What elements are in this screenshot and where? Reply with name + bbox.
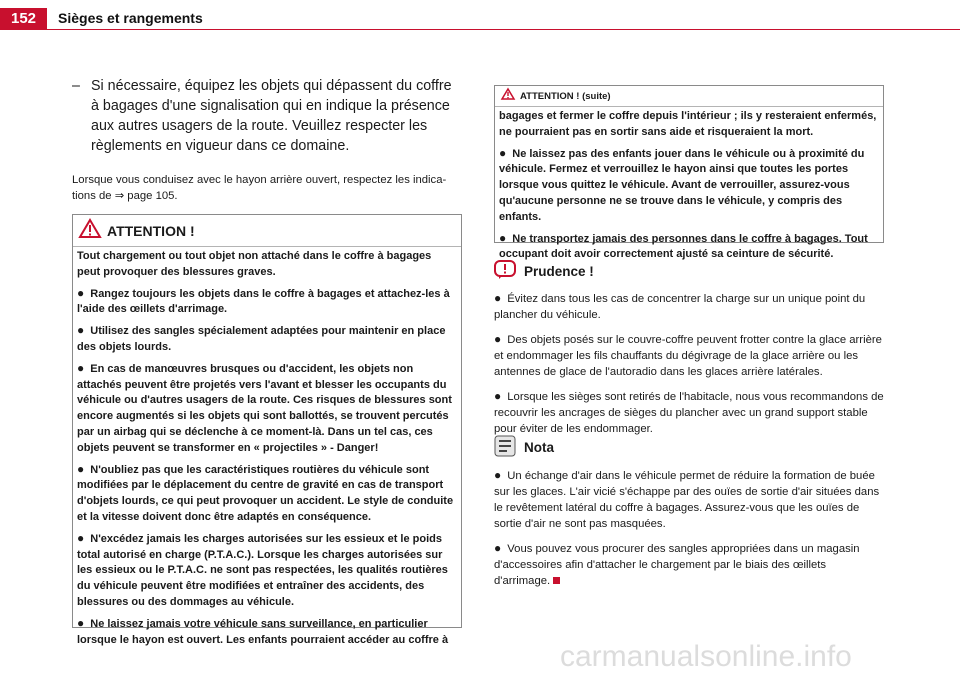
bullet-dot: ● (494, 389, 502, 403)
dash-item-text: Si nécessaire, équipez les objets qui dépassent du coffre à bagages d'une signalisation qui en indique la présence aux autres usagers de la route. Veuillez respecter les règlements en vigueur dans ce domaine. (91, 78, 452, 154)
warning-header (73, 215, 461, 247)
warning-lead: Tout chargement ou tout objet non attaché dans le coffre à bagages peut provoquer des blessures graves. (77, 250, 432, 278)
bullet-dot: ● (494, 291, 502, 305)
warning-triangle-icon (79, 219, 101, 243)
page-number: 152 (0, 8, 47, 30)
nota-title: Nota (524, 440, 554, 455)
bullet-dot: ● (499, 230, 507, 245)
warning-bullet: ● En cas de manœuvres brusques ou d'accident, les objets non attachés peuvent être projetés vers l'avant et blesser les occupants du véhicule ou d'autres usagers de la route. Ces risques de blessures sont encore augmentés si les objets qui sont ballottés, se trouvent percutés par un airbag qui se déclenche à ce moment-là. Dans un tel cas, ces objets peuvent se transformer en « projectiles » - Danger! (77, 360, 452, 454)
note-icon (494, 435, 516, 461)
prudence-header (494, 260, 884, 284)
prudence-bullet: ● Des objets posés sur le couvre-coffre peuvent frotter contre la glace arrière et endommager les fils chauffants du dégivrage de la glace arrière ou les antennes de glace de l'autoradio dans les glaces arrière latérales. (494, 332, 882, 378)
caution-icon (494, 260, 516, 284)
warning-bullet: ● Utilisez des sangles spécialement adaptées pour maintenir en place des objets lourds. (77, 323, 446, 353)
page-title: Sièges et rangements (58, 10, 203, 26)
bullet-dot: ● (494, 541, 502, 555)
bullet-dot: ● (77, 461, 85, 476)
left-column (72, 76, 462, 204)
warning-bullet: ● Rangez toujours les objets dans le coffre à bagages et attachez-les à l'aide des œillets d'arrimage. (77, 285, 450, 316)
nota-bullet: ● Un échange d'air dans le véhicule permet de réduire la formation de buée sur les glaces. L'air vicié s'échappe par des ouïes de sortie d'air situées dans le revêtement latéral du coffre à bagages. Assurez-vous que les ouïes de sortie d'air ne sont pas masquées. (494, 468, 880, 530)
nota-section (494, 435, 884, 597)
prudence-title: Prudence ! (524, 264, 594, 279)
bullet-dot: ● (77, 530, 85, 545)
bullet-dot: ● (77, 323, 85, 338)
warning-bullet: ● Ne laissez jamais votre véhicule sans surveillance, en particulier lorsque le hayon est ouvert. Les enfants pourraient accéder au coffre à (77, 615, 449, 646)
warning-bullet: ● N'excédez jamais les charges autorisées sur les essieux et le poids total autorisé en charge (P.T.A.C.). Lorsque les charges autorisées sur les essieux ou le P.T.A.C. ne sont pas respectées, les qualités routières du véhicule peuvent être modifiées et entraîner des accidents, des blessures ou des dommages au véhicule. (77, 530, 448, 608)
bullet-dot: ● (494, 468, 502, 482)
warning-continued-body (495, 107, 883, 267)
warning-body (73, 247, 461, 652)
warning-continued-title: ATTENTION ! (suite) (520, 90, 611, 102)
intro-paragraph: Lorsque vous conduisez avec le hayon arrière ouvert, respectez les indications de ⇒ page 105. (72, 174, 447, 202)
bullet-dot: ● (77, 615, 85, 630)
bullet-dot: ● (494, 332, 502, 346)
bullet-dot: ● (77, 285, 85, 300)
prudence-bullet: ● Évitez dans tous les cas de concentrer la charge sur un unique point du plancher du véhicule. (494, 291, 866, 321)
bullet-dot: ● (499, 145, 507, 160)
warning-continued-header (495, 86, 883, 107)
page-header (0, 0, 960, 30)
warning-continued-box (494, 85, 884, 261)
header-rule (47, 29, 960, 30)
bullet-dot: ● (77, 360, 85, 375)
warning-continued-lead: bagages et fermer le coffre depuis l'intérieur ; ils y resteraient enfermés, ne pourraient pas en sortir sans aide et risqueraient la mort. (499, 110, 877, 138)
warning-title: ATTENTION ! (107, 222, 195, 239)
prudence-bullet: ● Lorsque les sièges sont retirés de l'habitacle, nous vous recommandons de recouvrir les ancrages de sièges du plancher avec un grand support stable pour éviter de les endommager. (494, 389, 884, 435)
dash-mark: – (72, 78, 80, 94)
warning-triangle-icon (501, 87, 515, 105)
warning-bullet: ● Ne transportez jamais des personnes dans le coffre à bagages. Tout occupant doit avoir correctement ajusté sa ceinture de sécurité. (499, 230, 868, 261)
watermark: carmanualsonline.info (560, 640, 852, 673)
dash-item (72, 76, 462, 156)
warning-box (72, 214, 462, 646)
nota-header (494, 435, 884, 461)
warning-bullet: ● N'oubliez pas que les caractéristiques routières du véhicule sont modifiées par le déplacement du centre de gravité en cas de transport d'objets lourds, ce qui peut provoquer un accident. Le style de conduite et la vitesse doivent donc être adaptés en conséquence. (77, 461, 454, 523)
end-of-section-marker (553, 577, 560, 584)
nota-bullet: ● Vous pouvez vous procurer des sangles appropriées dans un magasin d'accessoires afin d'attacher le chargement par le biais des œillets d'arrimage. (494, 541, 860, 587)
prudence-section (494, 260, 884, 445)
warning-bullet: ● Ne laissez pas des enfants jouer dans le véhicule ou à proximité du véhicule. Fermez et verrouillez le hayon ainsi que toutes les portes lorsque vous quittez le véhicule. Avant de verrouiller, assurez-vous qu'aucune personne ne se trouve dans le véhicule, y compris des enfants. (499, 145, 865, 223)
